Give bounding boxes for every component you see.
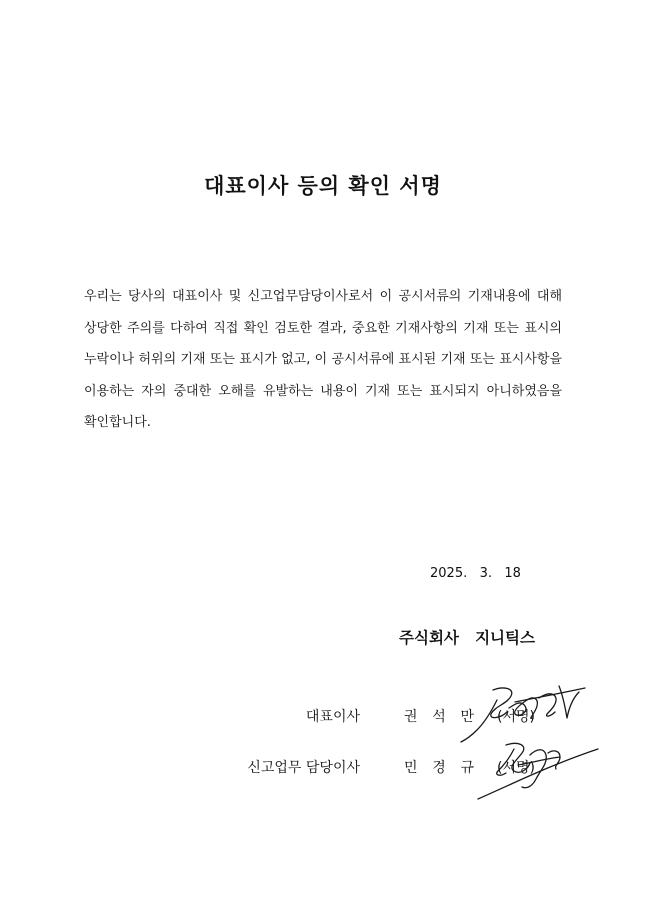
- signatory-name-char: 권: [404, 709, 418, 725]
- signatory-name-char: 민: [404, 760, 418, 776]
- signatory-name-char: 규: [460, 760, 474, 776]
- confirmation-statement: 우리는 당사의 대표이사 및 신고업무담당이사로서 이 공시서류의 기재내용에 대해 상당한 주의를 다하여 직접 확인 검토한 결과, 중요한 기재사항의 기재 또는 표시의 누락이나 허위의 기재 또는 표시가 없고, 이 공시서류에 표시된 기재 또는 표시사항을 이용하는 자의 중대한 오해를 유발하는 내용이 기재 또는 표시되지 아니하였음을 확인합니다.: [84, 289, 562, 430]
- signatory-role: 대표이사: [305, 709, 360, 725]
- signatory-name-char: 만: [460, 709, 474, 725]
- signature-placeholder: (서명): [497, 760, 535, 776]
- company-name: 주식회사 지니틱스: [399, 629, 535, 647]
- signing-date: 2025. 3. 18: [430, 566, 521, 581]
- disclosure-officer-handwritten-signature: [470, 735, 605, 805]
- signature-placeholder: (서명): [497, 709, 535, 725]
- signatory-role: 신고업무 담당이사: [247, 760, 360, 776]
- signatory-name-char: 석: [432, 709, 446, 725]
- signatory-name-char: 경: [432, 760, 446, 776]
- document-title: 대표이사 등의 확인 서명: [204, 174, 442, 198]
- signatory-name: [404, 757, 474, 777]
